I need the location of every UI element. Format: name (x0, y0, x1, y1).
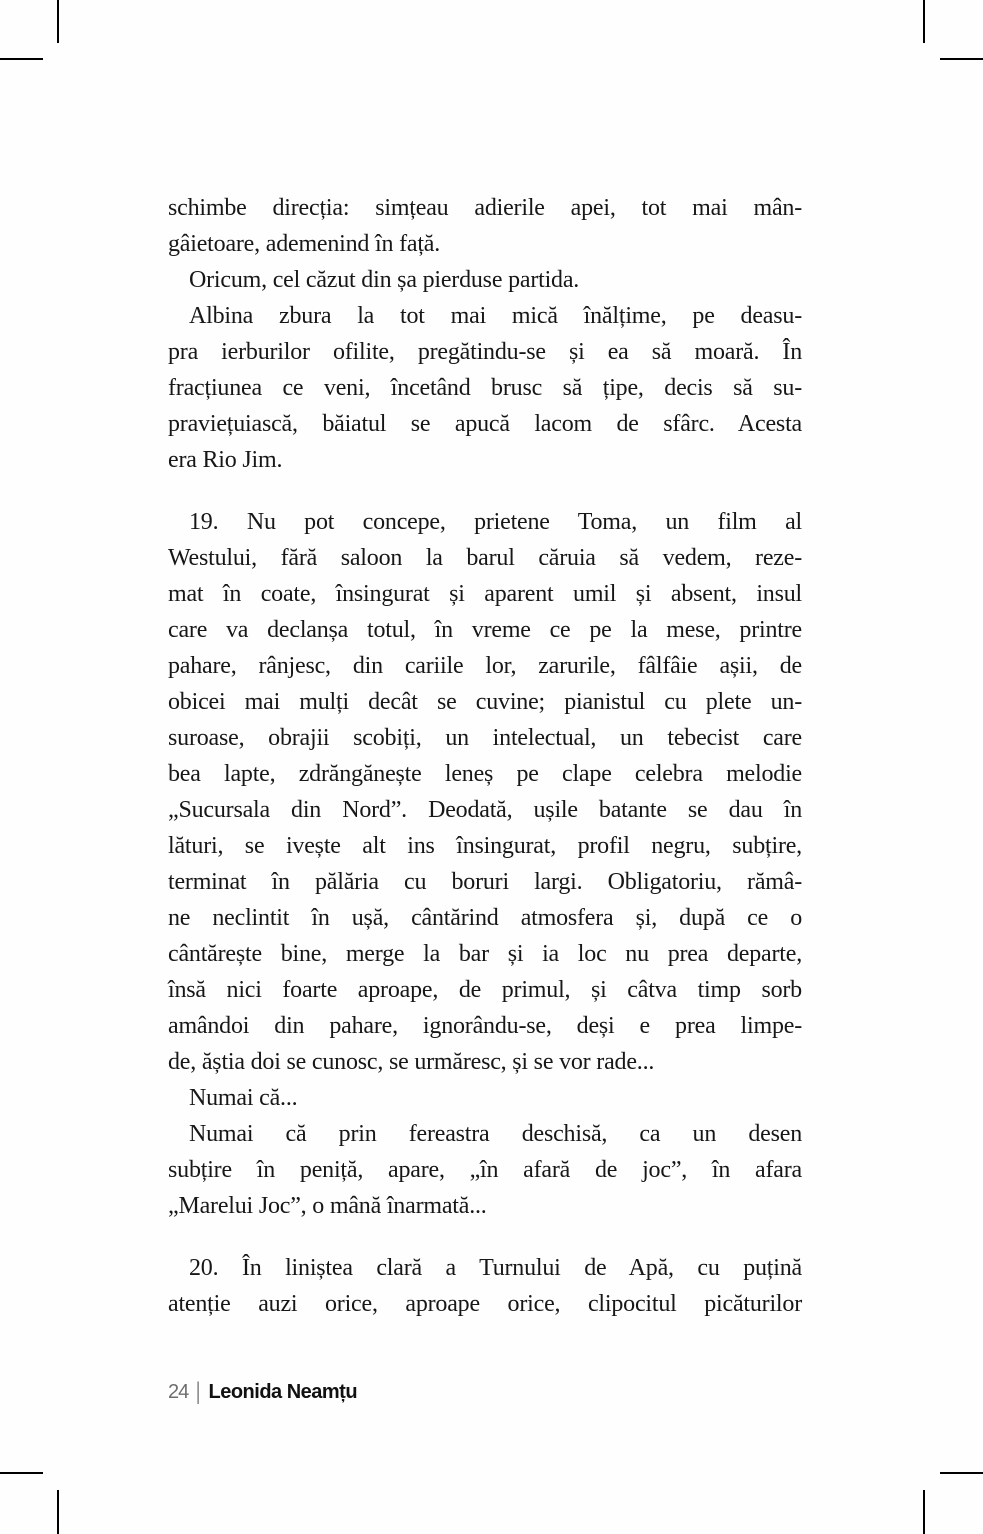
text-line: „Marelui Joc”, o mână înarmată... (168, 1193, 487, 1219)
text-line: obicei mai mulți decât se cuvine; pianistul cu plete un- (168, 689, 802, 715)
text-line: pahare, rânjesc, din cariile lor, zarurile, fâlfâie așii, de (168, 653, 802, 679)
crop-mark-bottom-left-vertical (57, 1490, 59, 1534)
crop-mark-top-right-vertical (923, 0, 925, 43)
crop-mark-top-left-vertical (57, 0, 59, 43)
text-line: suroase, obrajii scobiți, un intelectual, un tebecist care (168, 725, 802, 751)
text-line: fracțiunea ce veni, încetând brusc să țipe, decis să su- (168, 375, 802, 401)
text-line: Numai că... (189, 1085, 298, 1111)
text-line: Numai că prin fereastra deschisă, ca un desen (189, 1121, 802, 1147)
text-line: Oricum, cel căzut din șa pierduse partida. (189, 267, 580, 293)
text-line: care va declanșa totul, în vreme ce pe la mese, printre (168, 617, 802, 643)
text-line: însă nici foarte aproape, de primul, și câtva timp sorb (168, 977, 802, 1003)
text-line: ne neclintit în ușă, cântărind atmosfera și, după ce o (168, 905, 802, 931)
text-line: atenție auzi orice, aproape orice, clipocitul picăturilor (168, 1291, 802, 1317)
text-line: cântărește bine, merge la bar și ia loc nu prea departe, (168, 941, 802, 967)
paragraph-section-20 (168, 1250, 802, 1322)
text-block (168, 190, 802, 1322)
text-line: 20. În liniștea clară a Turnului de Apă, cu puțină (189, 1255, 802, 1281)
crop-mark-bottom-right-vertical (923, 1490, 925, 1534)
text-line: mat în coate, însingurat și aparent umil și absent, insul (168, 581, 802, 607)
text-line: de, ăștia doi se cunosc, se urmăresc, și se vor rade... (168, 1049, 655, 1075)
text-line: gâietoare, ademenind în față. (168, 231, 441, 257)
text-line: Albina zbura la tot mai mică înălțime, pe deasu- (189, 303, 802, 329)
text-line: amândoi din pahare, ignorându-se, deși e prea limpe- (168, 1013, 802, 1039)
paragraph-section-19 (168, 504, 802, 1080)
crop-mark-top-right-horizontal (940, 58, 983, 60)
paragraph-continuation (168, 190, 802, 262)
crop-mark-bottom-right-horizontal (940, 1472, 983, 1474)
crop-mark-top-left-horizontal (0, 58, 43, 60)
text-line: bea lapte, zdrăngănește leneș pe clape celebra melodie (168, 761, 802, 787)
text-line: lături, se ivește alt ins însingurat, profil negru, subțire, (168, 833, 802, 859)
text-line: era Rio Jim. (168, 447, 283, 473)
page-number: 24 (168, 1381, 189, 1403)
footer-separator: | (196, 1378, 201, 1405)
paragraph-numai-ca-prin (168, 1116, 802, 1224)
footer-author: Leonida Neamțu (208, 1381, 358, 1403)
text-line: pra ierburilor ofilite, pregătindu-se și ea să moară. În (168, 339, 802, 365)
text-line: schimbe direcția: simțeau adierile apei, tot mai mân- (168, 195, 802, 221)
text-line: 19. Nu pot concepe, prietene Toma, un film al (189, 509, 802, 535)
text-line: subțire în peniță, apare, „în afară de joc”, în afara (168, 1157, 802, 1183)
page-footer (168, 1380, 357, 1404)
paragraph-albina (168, 298, 802, 478)
text-line: terminat în pălăria cu boruri largi. Obligatoriu, rămâ- (168, 869, 802, 895)
crop-mark-bottom-left-horizontal (0, 1472, 43, 1474)
text-line: Westului, fără saloon la barul căruia să vedem, reze- (168, 545, 802, 571)
paragraph-oricum (168, 262, 802, 298)
text-line: „Sucursala din Nord”. Deodată, ușile batante se dau în (168, 797, 802, 823)
text-line: praviețuiască, băiatul se apucă lacom de sfârc. Acesta (168, 411, 802, 437)
paragraph-numai-ca (168, 1080, 802, 1116)
